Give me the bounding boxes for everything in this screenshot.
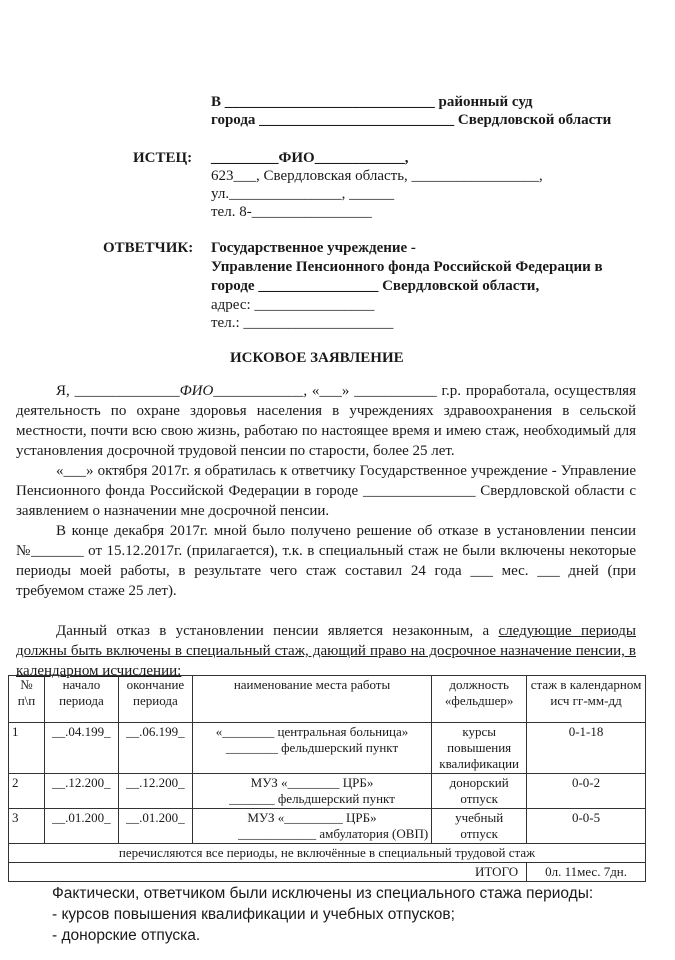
paragraph-1 xyxy=(16,381,636,461)
place-line2: ____________ амбулатория (ОВП) xyxy=(238,826,429,841)
defendant-line3: городе ________________ Свердловской области, xyxy=(211,278,540,294)
closing-line2: - курсов повышения квалификации и учебных отпусков; xyxy=(52,906,455,923)
header-position: должность «фельдшер» xyxy=(432,676,527,723)
place-line2: ________ фельдшерский пункт xyxy=(225,740,399,755)
header-num: № п\п xyxy=(9,676,45,723)
table-total-row xyxy=(9,863,646,882)
defendant-line2: Управление Пенсионного фонда Российской Федерации в xyxy=(211,259,603,275)
row-end: __.06.199_ xyxy=(118,723,192,774)
row-num: 3 xyxy=(9,809,45,844)
row-start: __.04.199_ xyxy=(44,723,118,774)
row-position: донорский отпуск xyxy=(432,774,527,809)
header-end: окончание периода xyxy=(118,676,192,723)
header-start: начало периода xyxy=(44,676,118,723)
row-end: __.01.200_ xyxy=(118,809,192,844)
row-num: 1 xyxy=(9,723,45,774)
table-note-row xyxy=(9,844,646,863)
row-place xyxy=(192,723,431,774)
place-line1: МУЗ «_________ ЦРБ» xyxy=(247,810,377,825)
p1-start: Я, ______________ xyxy=(56,383,180,399)
city-line: города __________________________ Свердловской области xyxy=(211,112,612,128)
table-row xyxy=(9,774,646,809)
row-start: __.12.200_ xyxy=(44,774,118,809)
row-end: __.12.200_ xyxy=(118,774,192,809)
plaintiff-label: ИСТЕЦ: xyxy=(133,150,193,166)
closing-line3: - донорские отпуска. xyxy=(52,927,201,944)
table-header-row xyxy=(9,676,646,723)
plaintiff-address-line1: 623___, Свердловская область, _________________, xyxy=(211,168,543,184)
place-line1: МУЗ «________ ЦРБ» xyxy=(250,775,374,790)
place-line2: _______ фельдшерский пункт xyxy=(229,791,395,806)
row-start: __.01.200_ xyxy=(44,809,118,844)
row-place xyxy=(192,809,431,844)
defendant-phone: тел.: ____________________ xyxy=(211,315,394,331)
document-title: ИСКОВОЕ ЗАЯВЛЕНИЕ xyxy=(230,350,404,366)
table-row xyxy=(9,723,646,774)
court-line: В ____________________________ районный суд xyxy=(211,94,533,110)
p4-underlined: следующие периоды должны быть включены в специальный стаж, дающий право на досрочное назначение пенсии, в календарном исчислении: xyxy=(16,623,636,679)
row-duration: 0-0-5 xyxy=(527,809,646,844)
body-text xyxy=(16,381,636,681)
plaintiff-address-line2: ул._______________, ______ xyxy=(211,186,395,202)
total-label: ИТОГО xyxy=(9,863,527,882)
header-duration: стаж в календарном исч гг-мм-дд xyxy=(527,676,646,723)
periods-table xyxy=(8,675,646,882)
table-row xyxy=(9,809,646,844)
row-num: 2 xyxy=(9,774,45,809)
row-position: курсы повышения квалификации xyxy=(432,723,527,774)
defendant-line1: Государственное учреждение - xyxy=(211,240,416,256)
closing-line1: Фактически, ответчиком были исключены из специального стажа периоды: xyxy=(52,885,594,902)
paragraph-3: В конце декабря 2017г. мной было получено решение об отказе в установлении пенсии №_______ от 15.12.2017г. (прилагается), т.к. в специальный стаж не были включены некоторые периоды моей работы, в результате чего стаж составил 24 года ___ мес. ___ дней (при требуемом стаже 25 лет). xyxy=(16,523,636,599)
row-duration: 0-0-2 xyxy=(527,774,646,809)
p1-rest: ____________, «___» ___________ г.р. проработала, осуществляя деятельность по охране здоровья населения в учреждениях здравоохранения в сельской местности, почти всю свою жизнь, работаю по настоящее время и имею стаж, необходимый для установления досрочной трудовой пенсии по старости, более 25 лет. xyxy=(16,383,636,459)
plaintiff-name: _________ФИО____________, xyxy=(211,150,409,166)
paragraph-2: «___» октября 2017г. я обратилась к ответчику Государственное учреждение - Управление Пенсионного фонда Российской Федерации в городе _______________ Свердловской области с заявлением о назначении мне досрочной пенсии. xyxy=(16,463,636,519)
defendant-address: адрес: ________________ xyxy=(211,297,375,313)
header-place: наименование места работы xyxy=(192,676,431,723)
p4-plain: Данный отказ в установлении пенсии является незаконным, а xyxy=(56,623,499,639)
plaintiff-phone: тел. 8-________________ xyxy=(211,204,372,220)
place-line1: «________ центральная больница» xyxy=(215,724,409,739)
p1-fio: ФИО xyxy=(179,383,214,399)
row-position: учебный отпуск xyxy=(432,809,527,844)
defendant-label: ОТВЕТЧИК: xyxy=(103,240,194,256)
total-value: 0л. 11мес. 7дн. xyxy=(527,863,646,882)
row-duration: 0-1-18 xyxy=(527,723,646,774)
table-note: перечисляются все периоды, не включённые в специальный трудовой стаж xyxy=(9,844,646,863)
paragraph-4 xyxy=(16,621,636,681)
row-place xyxy=(192,774,431,809)
